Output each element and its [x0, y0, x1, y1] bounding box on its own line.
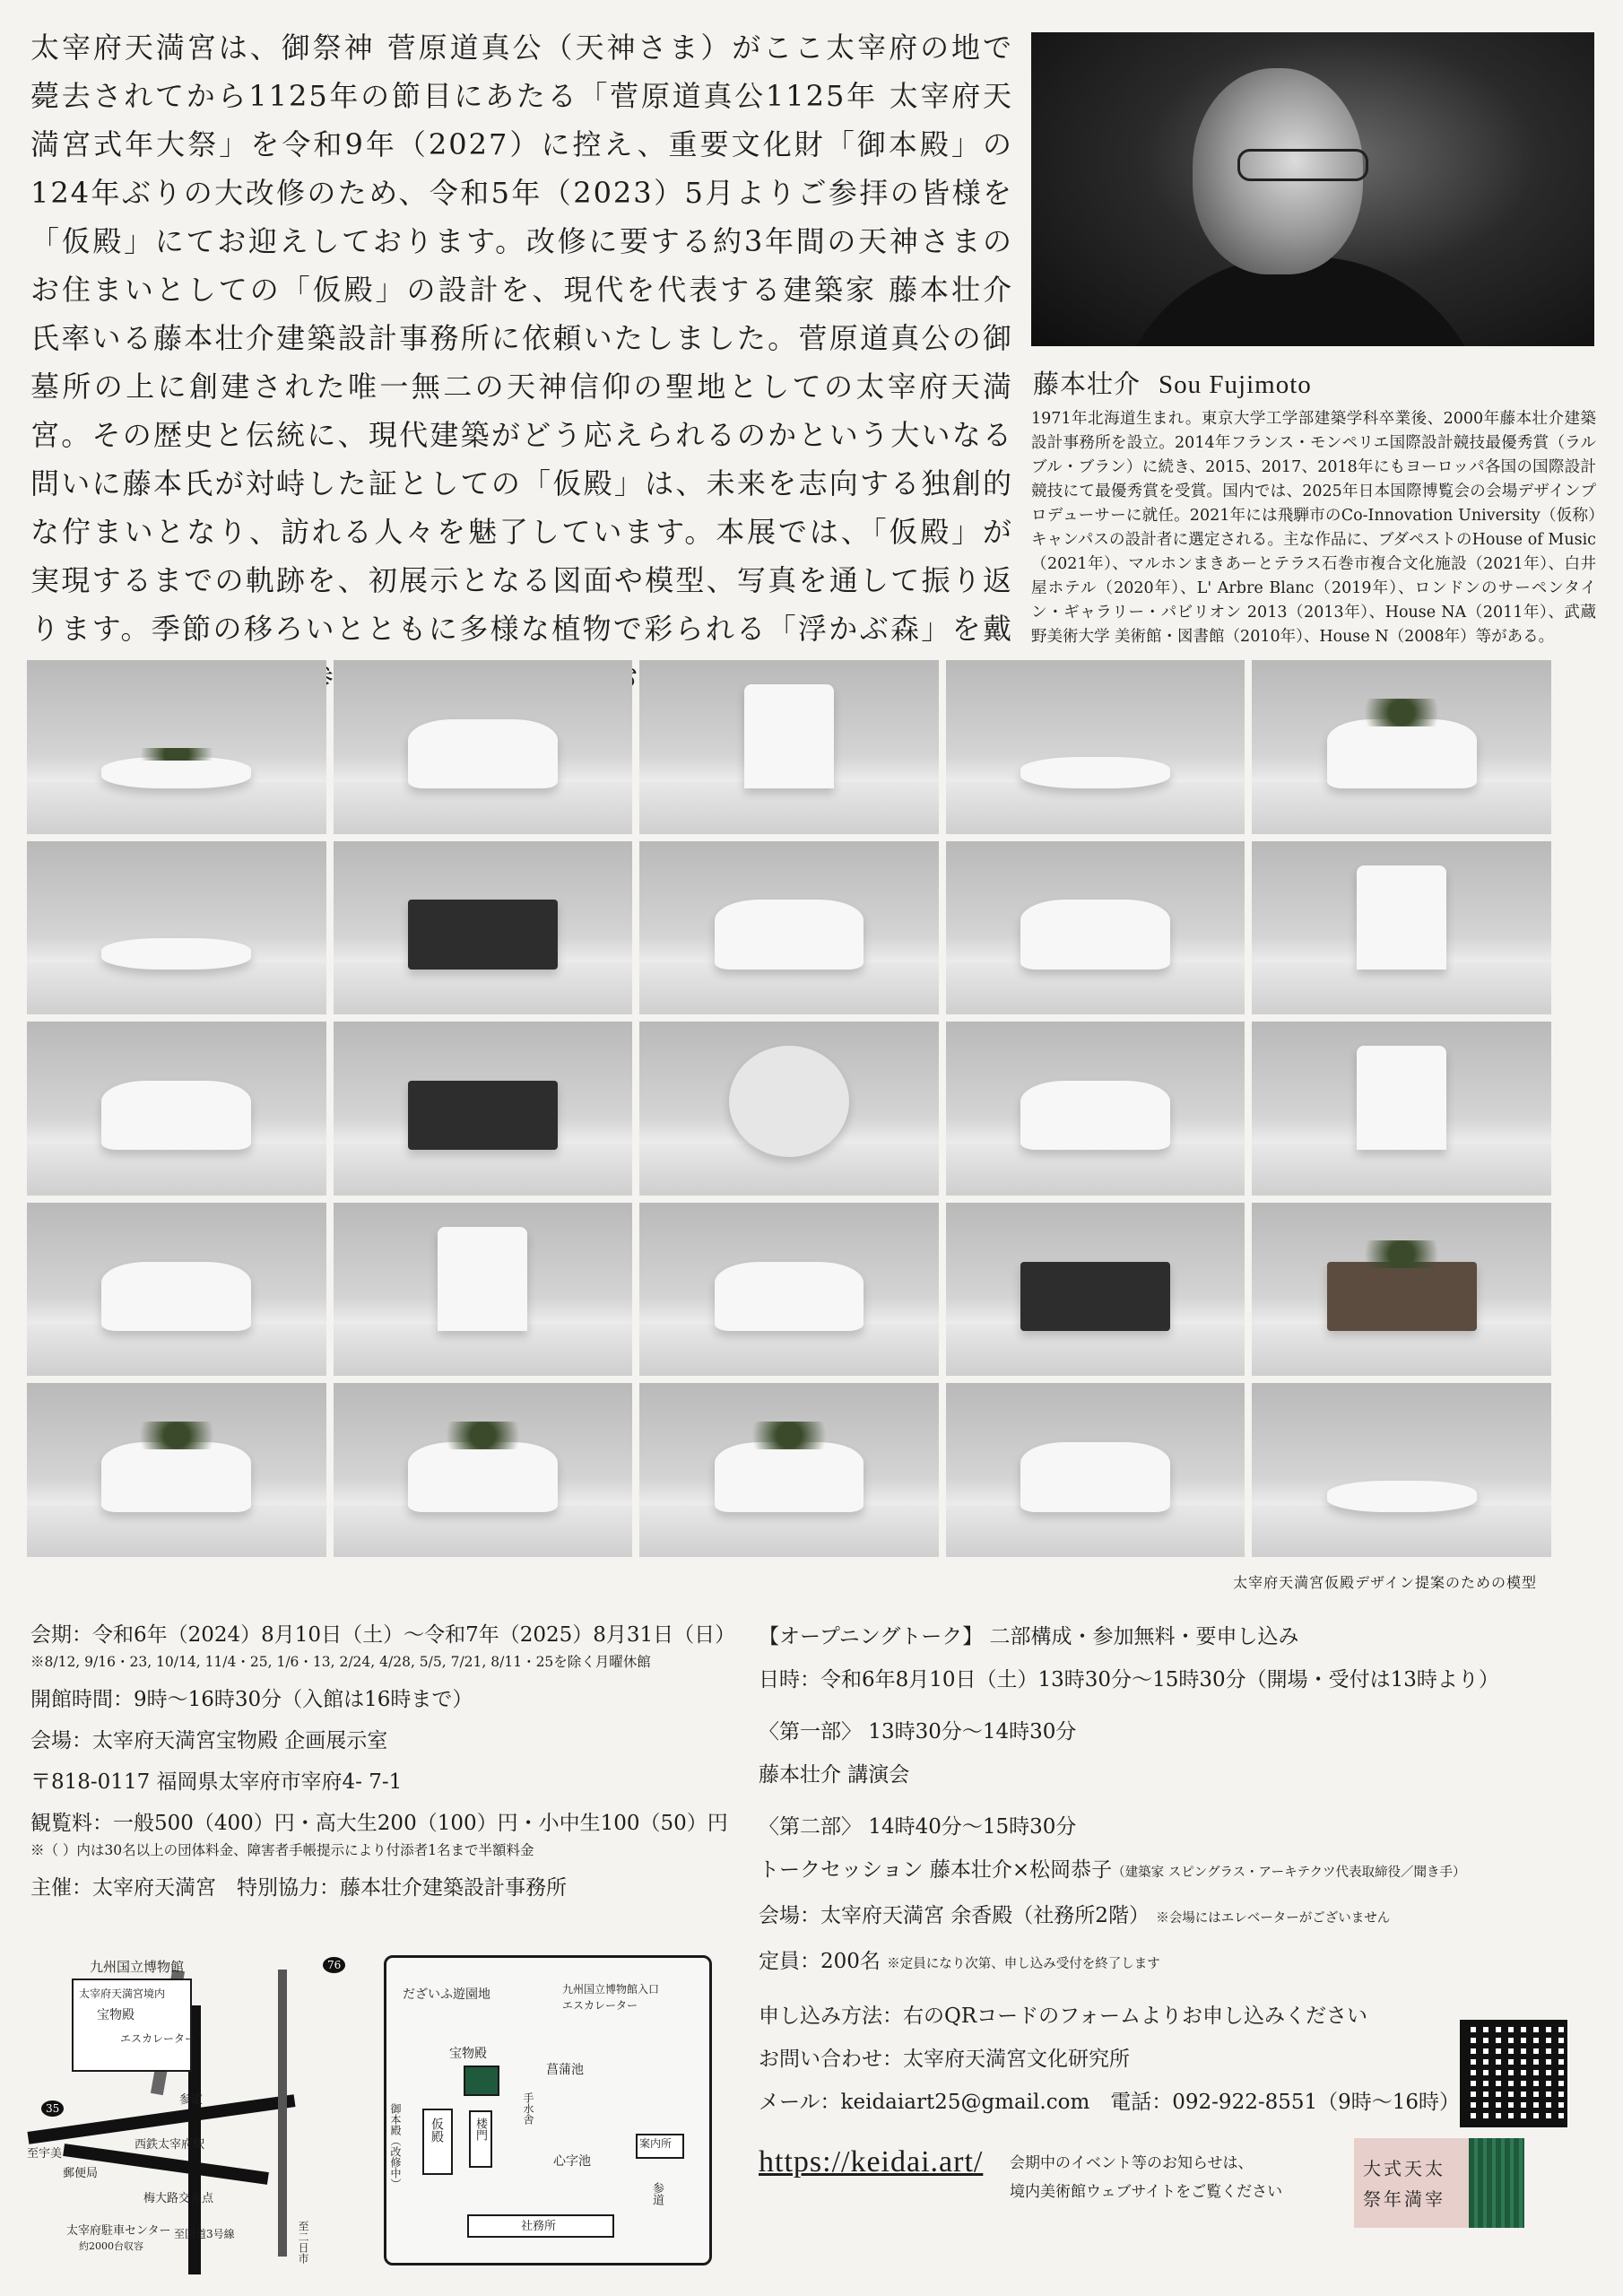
website-notice	[1010, 2149, 1282, 2206]
architect-bio: 1971年北海道生まれ。東京大学工学部建築学科卒業後、2000年藤本壮介建築設計事務所を設立。2014年フランス・モンペリエ国際設計競技最優秀賞（ラルブル・ブラン）に続き、2015、2017、2018年にもヨーロッパ各国の国際設計競技にて最優秀賞を受賞。国内では、2025年日本国際博覧会の会場デザインプロデューサーに就任。2021年には飛騨市のCo-Innovation University（仮称）キャンパスの設計者に選定される。主な作品に、ブダペストのHouse of Music（2021年）、マルホンまきあーとテラス石巻市複合文化施設（2021年）、白井屋ホテル（2020年）、L' Arbre Blanc（2019年）、ロンドンのサーペンタイン・ギャラリー・パビリオン 2013（2013年）、House NA（2011年）、武蔵野美術大学 美術館・図書館（2010年）、House N（2008年）等がある。	[1031, 410, 1596, 646]
talk-part2	[759, 1855, 1566, 1888]
model-photo	[334, 841, 633, 1015]
architect-name-en: Sou Fujimoto	[1159, 370, 1312, 399]
model-photo	[27, 660, 326, 834]
map2-museum-entrance: 九州国立博物館入口	[562, 1983, 660, 1996]
talk-apply: 申し込み方法：右のQRコードのフォームよりお申し込みください	[759, 2005, 1368, 2028]
talk-capacity-row	[759, 1946, 1566, 1979]
organizer: 主催：太宰府天満宮 特別協力：藤本壮介建築設計事務所	[30, 1876, 567, 1900]
map2-kariden: 仮殿	[430, 2118, 444, 2143]
map2-shinji: 心字池	[553, 2154, 591, 2169]
model-photo	[27, 1383, 326, 1557]
map1-route35: 35	[41, 2100, 64, 2117]
exhibition-address: 〒818-0117 福岡県太宰府市宰府4- 7-1	[30, 1770, 403, 1794]
area-map	[27, 1952, 368, 2280]
map1-to-futsukaichi: 至二日市	[297, 2221, 309, 2264]
model-photo	[946, 1383, 1245, 1557]
map1-route3: 至国道3号線	[174, 2228, 235, 2240]
architect-name	[1033, 364, 1312, 401]
model-photo	[639, 1383, 939, 1557]
talk-heading: 【オープニングトーク】 二部構成・参加無料・要申し込み	[759, 1625, 1299, 1648]
qr-code[interactable]	[1463, 2023, 1564, 2124]
model-photo	[946, 1022, 1245, 1196]
gallery-caption: 太宰府天満宮仮殿デザイン提案のための模型	[1233, 1574, 1537, 1591]
model-photo	[639, 1022, 939, 1196]
map2-temizu: 手水舎	[522, 2092, 534, 2125]
model-photo	[27, 1022, 326, 1196]
map2-info: 案内所	[639, 2137, 673, 2150]
talk-part2-title: トークセッション 藤本壮介×松岡恭子	[759, 1858, 1113, 1882]
map1-escalator: エスカレーター	[120, 2032, 196, 2045]
model-photo	[639, 841, 939, 1015]
model-photo	[946, 1203, 1245, 1377]
opening-hours: 開館時間：9時〜16時30分（入館は16時まで）	[30, 1688, 473, 1711]
map1-route76: 76	[323, 1957, 345, 1973]
talk-capacity: 定員：200名	[759, 1950, 881, 1973]
model-photo	[1252, 1203, 1551, 1377]
map1-parking: 太宰府駐車センター	[66, 2224, 171, 2238]
talk-part2-time: 〈第二部〉 14時40分〜15時30分	[759, 1815, 1077, 1839]
map2-escalator: エスカレーター	[562, 1999, 638, 2012]
talk-part1-title: 藤本壮介 講演会	[759, 1763, 910, 1787]
model-photo	[334, 660, 633, 834]
model-photo	[334, 1022, 633, 1196]
website-notice-line1: 会期中のイベント等のお知らせは、	[1010, 2154, 1254, 2172]
talk-capacity-note: ※定員になり次第、申し込み受付を終了します	[887, 1957, 1160, 1971]
model-photo	[946, 841, 1245, 1015]
festival-logo	[1354, 2138, 1524, 2228]
model-photo	[639, 660, 939, 834]
map1-museum: 九州国立博物館	[90, 1959, 185, 1975]
map2-honden: 御本殿（改修中）	[389, 2103, 402, 2189]
talk-part1-time: 〈第一部〉 13時30分〜14時30分	[759, 1720, 1077, 1744]
website-link[interactable]: https://keidai.art/	[759, 2145, 984, 2179]
model-photo	[334, 1383, 633, 1557]
map1-inside: 太宰府天満宮境内	[79, 1987, 166, 2000]
festival-logo-line1: 大式天太	[1363, 2158, 1445, 2179]
intro-text	[30, 23, 1013, 701]
website-notice-line2: 境内美術館ウェブサイトをご覧ください	[1010, 2183, 1283, 2201]
map2-amusement: だざいふ遊園地	[403, 1987, 490, 2002]
precinct-map	[384, 1955, 712, 2266]
map2-romon: 楼門	[473, 2118, 487, 2141]
model-photo	[946, 660, 1245, 834]
opening-talk-info	[759, 1622, 1566, 2130]
map2-shobu: 菖蒲池	[546, 2063, 584, 2077]
map1-post: 郵便局	[63, 2167, 99, 2180]
talk-email-phone: メール：keidaiart25@gmail.com 電話：092-922-8551（9時〜16時）	[759, 2091, 1461, 2114]
map1-sando: 参道	[179, 2093, 204, 2107]
map1-treasure: 宝物殿	[97, 2008, 135, 2022]
talk-contact: お問い合わせ：太宰府天満宮文化研究所	[759, 2048, 1130, 2071]
model-photo	[1252, 841, 1551, 1015]
talk-datetime: 日時：令和6年8月10日（土）13時30分〜15時30分（開場・受付は13時より）	[759, 1668, 1499, 1692]
talk-part2-note: （建築家 スピングラス・アーキテクツ代表取締役／聞き手）	[1112, 1866, 1466, 1880]
model-photo	[1252, 1383, 1551, 1557]
model-photo	[639, 1203, 939, 1377]
map1-to-umi: 至宇美	[27, 2147, 63, 2161]
map2-treasure: 宝物殿	[449, 2047, 487, 2061]
architect-name-ja: 藤本壮介	[1033, 369, 1141, 399]
architect-portrait	[1031, 32, 1594, 346]
model-photo	[1252, 1022, 1551, 1196]
exhibition-venue: 会場：太宰府天満宮宝物殿 企画展示室	[30, 1729, 388, 1752]
exhibition-info	[30, 1620, 736, 1914]
map2-sando: 参道	[650, 2182, 664, 2205]
model-photo	[334, 1203, 633, 1377]
exhibition-period: 会期：令和6年（2024）8月10日（土）〜令和7年（2025）8月31日（日）	[30, 1623, 736, 1647]
intro-paragraph: 太宰府天満宮は、御祭神 菅原道真公（天神さま）がここ太宰府の地で薨去されてから1125年の節目にあたる「菅原道真公1125年 太宰府天満宮式年大祭」を令和9年（2027）に控え、重要文化財「御本殿」の124年ぶりの大改修のため、令和5年（2023）5月よりご参拝の皆様を「仮殿」にてお迎えしております。改修に要する約3年間の天神さまのお住まいとしての「仮殿」の設計を、現代を代表する建築家 藤本壮介氏率いる藤本壮介建築設計事務所に依頼いたしました。菅原道真公の御墓所の上に創建された唯一無二の天神信仰の聖地としての太宰府天満宮。その歴史と伝統に、現代建築がどう応えられるのかという大いなる問いに藤本氏が対峙した証としての「仮殿」は、未来を志向する独創的な佇まいとなり、訪れる人々を魅了しています。本展では、「仮殿」が実現するまでの軌跡を、初展示となる図面や模型、写真を通して振り返ります。季節の移ろいとともに多様な植物で彩られる「浮かぶ森」を戴	[30, 30, 1013, 646]
map1-station: 西鉄太宰府駅	[135, 2138, 205, 2152]
closed-days: ※8/12, 9/16・23, 10/14, 11/4・25, 1/6・13, 2/24, 4/28, 5/5, 7/21, 8/11・25を除く月曜休館	[30, 1654, 651, 1670]
festival-logo-line2: 祭年満宰	[1363, 2188, 1445, 2210]
model-photo	[1252, 660, 1551, 834]
admission-fee-note: ※（ ）内は30名以上の団体料金、障害者手帳提示により付添者1名まで半額料金	[30, 1842, 534, 1858]
model-photo	[27, 841, 326, 1015]
model-photo-gallery	[27, 660, 1551, 1557]
talk-venue-row	[759, 1900, 1566, 1934]
map1-parking-capacity: 約2000台収容	[79, 2240, 143, 2252]
map2-shamusho: 社務所	[521, 2220, 557, 2233]
model-photo	[27, 1203, 326, 1377]
talk-venue-note: ※会場にはエレベーターがございません	[1156, 1911, 1391, 1926]
admission-fee: 観覧料：一般500（400）円・高大生200（100）円・小中生100（50）円	[30, 1812, 728, 1835]
map1-crossing: 梅大路交差点	[143, 2192, 214, 2205]
talk-venue: 会場：太宰府天満宮 余香殿（社務所2階）	[759, 1904, 1150, 1927]
